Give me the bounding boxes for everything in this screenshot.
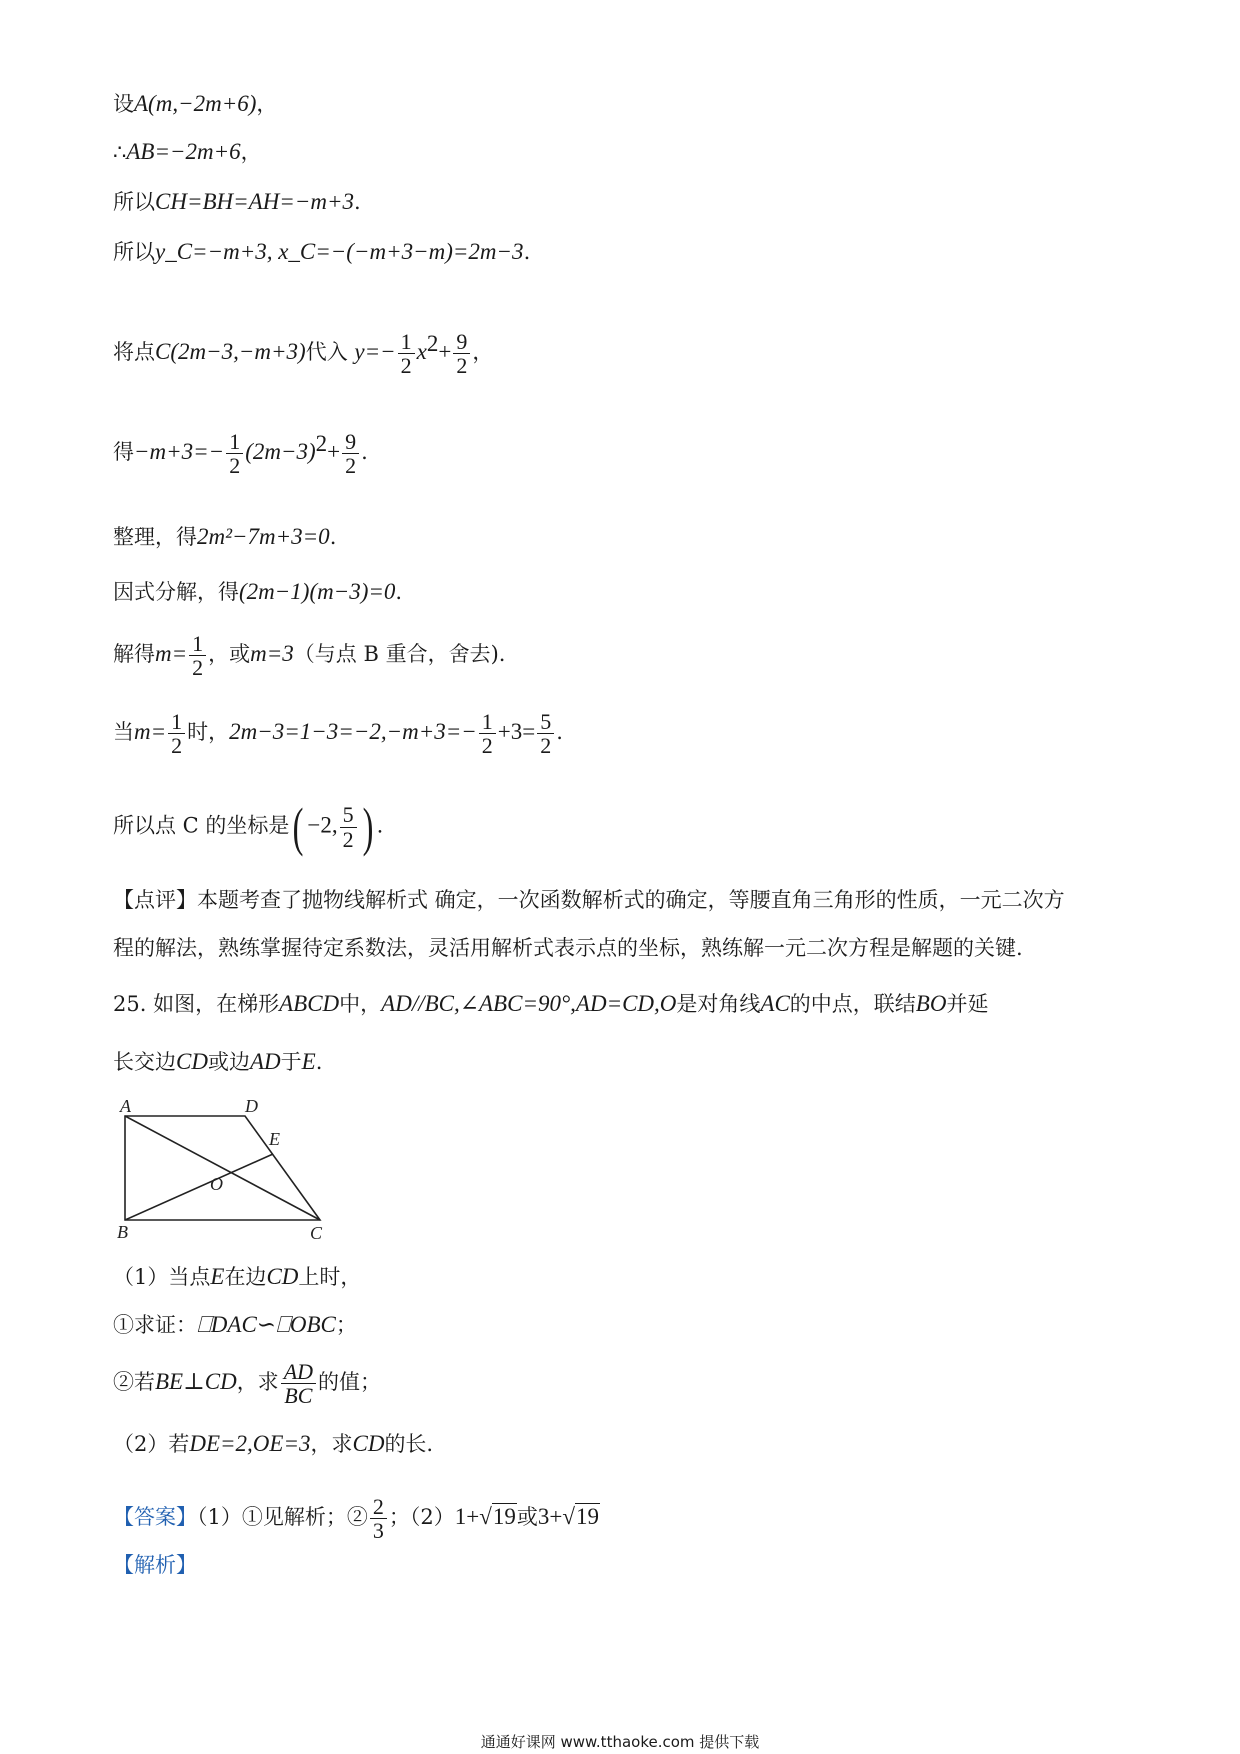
math-expr: +3= — [497, 719, 536, 745]
segment-be — [125, 1154, 273, 1220]
step-line-2 — [113, 140, 262, 163]
math-expr: m=3 — [250, 641, 294, 667]
punct: . — [315, 1050, 323, 1074]
left-paren: ( — [293, 797, 304, 857]
text: ①求证： — [113, 1313, 197, 1337]
sqrt-expr: √19 — [562, 1504, 599, 1530]
trapezoid-figure — [105, 1098, 345, 1248]
page-footer: 通通好课网 www.tthaoke.com 提供下载 — [480, 1733, 760, 1751]
comment-text: 程的解法，熟练掌握待定系数法，灵活用解析式表示点的坐标，熟练解一元二次方程是解题的关键. — [113, 936, 1023, 960]
numerator: 5 — [340, 803, 357, 827]
math-expr: CH=BH=AH=−m+3 — [155, 189, 354, 214]
numerator: 1 — [226, 430, 243, 454]
text: （2）若 — [113, 1432, 190, 1456]
problem-line-1 — [113, 992, 988, 1015]
radicand: 19 — [492, 1504, 516, 1530]
punct: ， — [472, 340, 494, 365]
math-expr: BO — [915, 991, 947, 1016]
math-expr: (2m−1)(m−3)=0 — [239, 579, 396, 604]
numerator: 1 — [189, 632, 206, 656]
analysis-line — [113, 1555, 197, 1576]
therefore-symbol: ∴ — [113, 140, 127, 164]
math-expr: (2m−3) — [245, 439, 316, 465]
punct: . — [395, 580, 403, 604]
punct: ； — [335, 1313, 357, 1337]
punct: . — [361, 440, 368, 465]
fraction — [537, 710, 554, 757]
numerator: 1 — [479, 710, 496, 734]
math-expr: DE=2,OE=3 — [189, 1431, 311, 1456]
fraction — [342, 430, 359, 477]
numerator: 2 — [370, 1495, 387, 1519]
math-expr: CD — [266, 1264, 299, 1289]
text: 将点 — [113, 340, 155, 365]
fraction — [281, 1360, 316, 1407]
step-line-7 — [113, 525, 336, 548]
math-expr: −m+3=− — [134, 439, 225, 465]
part-1-sub-1 — [113, 1313, 357, 1336]
numerator: 1 — [398, 330, 415, 354]
math-op: + — [438, 339, 452, 365]
punct: . — [353, 190, 361, 214]
punct: . — [556, 720, 563, 745]
label-b: B — [117, 1222, 128, 1242]
fraction — [453, 330, 470, 377]
diagonal-ac — [125, 1116, 320, 1220]
fraction — [479, 710, 496, 757]
numerator: 9 — [342, 430, 359, 454]
denominator: 2 — [456, 353, 468, 379]
sqrt-expr: √19 — [479, 1504, 516, 1530]
label-a: A — [120, 1098, 131, 1116]
text: 或 — [516, 1505, 538, 1530]
text: ②若 — [113, 1370, 155, 1395]
step-line-8 — [113, 580, 402, 603]
denominator: 2 — [400, 353, 412, 379]
math-expr: CD — [352, 1431, 385, 1456]
punct: . — [376, 813, 384, 838]
math-expr: 2m−3=1−3=−2,−m+3=− — [229, 719, 477, 745]
comment-text: 本题考查了抛物线解析式 确定，一次函数解析式的确定，等腰直角三角形的性质，一元二次方 — [197, 888, 1065, 912]
math-expr: E — [210, 1264, 225, 1289]
step-line-3 — [113, 190, 361, 213]
text: 如图，在梯形 — [153, 992, 280, 1016]
numerator: 1 — [168, 710, 185, 734]
denominator: BC — [284, 1383, 313, 1409]
fraction — [168, 710, 185, 757]
punct: ， — [240, 140, 262, 164]
denominator: 2 — [229, 453, 241, 479]
denominator: 2 — [345, 453, 357, 479]
label-c: C — [310, 1223, 323, 1243]
fraction — [370, 1495, 387, 1542]
math-expr: y=− — [354, 339, 396, 365]
denominator: 2 — [192, 655, 204, 681]
math-expr: 2m²−7m+3=0 — [197, 524, 330, 549]
text: 得 — [113, 440, 134, 465]
text: 上时， — [298, 1265, 362, 1289]
math-expr: −2, — [307, 812, 338, 838]
text: （与点 B 重合，舍去). — [293, 642, 506, 667]
math-expr: AB=−2m+6 — [126, 139, 241, 164]
punct: . — [329, 525, 337, 549]
text: 的值； — [318, 1370, 382, 1395]
punct: ， — [256, 92, 278, 116]
math-expr: m= — [134, 719, 167, 745]
text: 长交边 — [113, 1050, 176, 1074]
numerator: 9 — [453, 330, 470, 354]
text: 因式分解，得 — [113, 580, 239, 604]
text: 于 — [280, 1050, 302, 1074]
step-line-11 — [113, 797, 384, 857]
fraction — [226, 430, 243, 477]
text: ，求 — [236, 1370, 279, 1395]
answer-line — [113, 1495, 600, 1542]
text: 或边 — [207, 1050, 250, 1074]
text: 是对角线 — [676, 992, 761, 1016]
text: 整理，得 — [113, 525, 197, 549]
label-d: D — [245, 1098, 258, 1116]
step-line-6: 得−m+3=− $\frac{1}{2}$ $(2m-3)^2+$ $\frac{9}{2}$ . — [113, 429, 368, 479]
fraction — [340, 803, 357, 850]
step-line-5: 将点C(2m−3,−m+3)代入 y=− $\frac{1}{2}$ $x^2+$ $\frac{9}{2}$ ， — [113, 329, 494, 379]
label-o: O — [210, 1174, 223, 1194]
math-expr: AC — [760, 991, 790, 1016]
answer-tag: 【答案】 — [113, 1505, 197, 1530]
text: ，或 — [208, 642, 251, 667]
text: 时， — [187, 720, 230, 745]
step-line-9 — [113, 632, 505, 679]
part-2-line — [113, 1432, 433, 1455]
text: 所以 — [113, 240, 155, 264]
denominator: 3 — [372, 1518, 384, 1544]
math-expr: 3+ — [537, 1504, 563, 1530]
problem-line-2 — [113, 1050, 322, 1073]
text: （1）当点 — [113, 1265, 211, 1289]
right-paren: ) — [362, 797, 374, 857]
text: （1）①见解析；② — [197, 1505, 368, 1530]
problem-number: 25. — [113, 992, 147, 1016]
math-expr: C(2m−3,−m+3) — [155, 339, 306, 365]
text: 并延 — [946, 992, 989, 1016]
math-expr: m= — [155, 641, 188, 667]
part-1-sub-2 — [113, 1360, 381, 1407]
math-expr: 1+ — [454, 1504, 480, 1530]
math-expr: y_C=−m+3, x_C=−(−m+3−m)=2m−3 — [155, 239, 524, 264]
text: 的中点，联结 — [789, 992, 916, 1016]
fraction — [398, 330, 415, 377]
text: 代入 — [305, 340, 348, 365]
numerator: 5 — [537, 710, 554, 734]
step-line-1 — [113, 92, 277, 115]
text: 解得 — [113, 642, 155, 667]
text: 所以 — [113, 190, 155, 214]
math-expr: ⎕DAC∽⎕OBC — [197, 1312, 336, 1337]
math-expr: CD — [176, 1049, 208, 1074]
fraction — [189, 632, 206, 679]
comment-line-2 — [113, 938, 1023, 959]
text: ，求 — [310, 1432, 353, 1456]
text: 设 — [113, 92, 134, 116]
math-var: x — [416, 339, 427, 365]
text: 所以点 C 的坐标是 — [113, 813, 290, 838]
part-1-line — [113, 1265, 361, 1288]
text: ；（2） — [388, 1505, 455, 1530]
math-expr: ABCD — [279, 991, 340, 1016]
math-expr: A(m,−2m+6) — [134, 91, 257, 116]
denominator: 2 — [171, 733, 183, 759]
analysis-tag: 【解析】 — [113, 1553, 197, 1577]
numerator: AD — [281, 1360, 316, 1384]
math-expr: E — [301, 1049, 316, 1074]
text: 的长. — [384, 1432, 434, 1456]
comment-line-1 — [113, 890, 1065, 911]
math-expr: BE⊥CD — [155, 1369, 237, 1395]
radicand: 19 — [575, 1504, 599, 1530]
text: 当 — [113, 720, 134, 745]
text: 中， — [339, 992, 382, 1016]
step-line-10 — [113, 710, 563, 757]
punct: . — [523, 240, 531, 264]
denominator: 2 — [540, 733, 552, 759]
step-line-4 — [113, 240, 530, 263]
math-expr: AD — [249, 1049, 281, 1074]
denominator: 2 — [342, 826, 354, 852]
math-expr: AD//BC,∠ABC=90°,AD=CD,O — [381, 991, 677, 1016]
math-op: + — [327, 439, 341, 465]
comment-tag: 【点评】 — [113, 888, 197, 912]
text: 在边 — [224, 1265, 267, 1289]
label-e: E — [269, 1129, 280, 1149]
denominator: 2 — [481, 733, 493, 759]
